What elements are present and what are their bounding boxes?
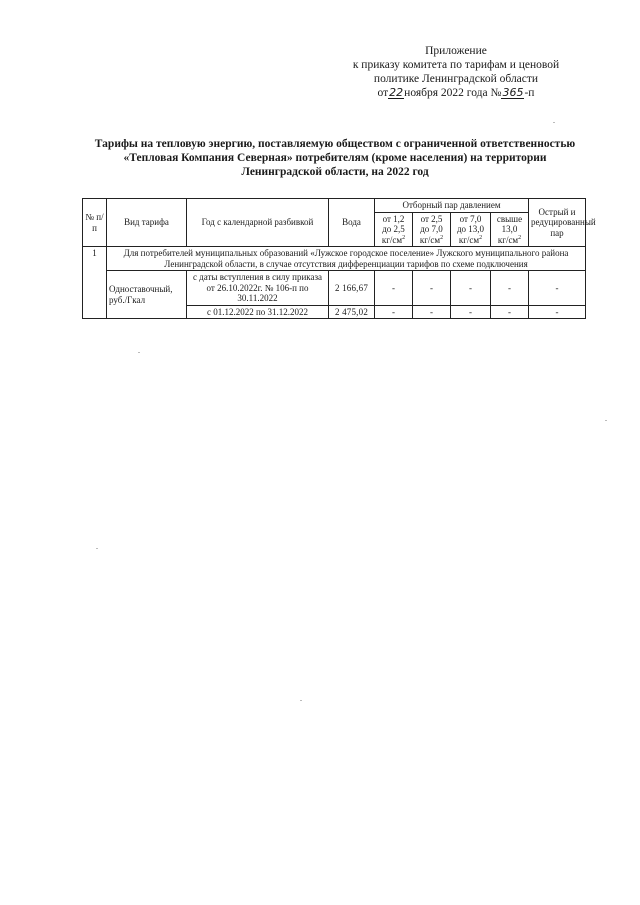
consumer-group-text: Для потребителей муниципальных образований «Лужское городское поселение» Лужского муниципального района Ленинградской области, в случае отсутствия дифференциации тарифов по схеме подключения — [107, 247, 586, 271]
appendix-label: Приложение — [425, 45, 487, 57]
handwritten-day: 22 — [389, 86, 404, 99]
pressure-1-value: - — [375, 305, 413, 319]
header-pressure-1: от 1,2 до 2,5 $кг/см^2$ — [375, 212, 413, 247]
header-pressure-4: свыше 13,0 $кг/см^2$ — [491, 212, 529, 247]
pressure-4-value: - — [491, 271, 529, 306]
acute-steam-value: - — [529, 271, 586, 306]
appendix-order-line: к приказу комитета по тарифам и ценовой — [352, 59, 560, 71]
header-year: Год с календарной разбивкой — [187, 199, 329, 247]
row-num: 1 — [83, 247, 107, 319]
handwritten-order-number: 365 — [502, 86, 524, 99]
table-header-row — [83, 199, 586, 213]
appendix-date-line — [300, 86, 612, 100]
scan-artifact — [300, 700, 302, 701]
period-cell: с 01.12.2022 по 31.12.2022 — [187, 305, 329, 319]
title-line-3: Ленинградской области, на 2022 год — [241, 166, 429, 178]
appendix-header — [300, 44, 612, 100]
header-acute-steam: Острый и редуцированный пар — [529, 199, 586, 247]
scan-artifact — [96, 548, 98, 549]
appendix-committee-line: политике Ленинградской области — [373, 73, 539, 85]
order-suffix: -п — [524, 87, 535, 99]
header-tariff-type: Вид тарифа — [107, 199, 187, 247]
header-pressure-3: от 7,0 до 13,0 $кг/см^2$ — [451, 212, 491, 247]
table-row — [83, 271, 586, 306]
tariff-type-cell: Одноставочный, руб./Гкал — [107, 271, 187, 319]
header-water: Вода — [329, 199, 375, 247]
title-line-2: «Тепловая Компания Северная» потребителям (кроме населения) на территории — [123, 152, 547, 164]
water-value: 2 166,67 — [329, 271, 375, 306]
period-cell: с даты вступления в силу приказа от 26.10.2022г. № 106-п по 30.11.2022 — [187, 271, 329, 306]
pressure-3-value: - — [451, 271, 491, 306]
scan-artifact — [605, 420, 607, 421]
table-row-group — [83, 247, 586, 271]
pressure-4-value: - — [491, 305, 529, 319]
acute-steam-value: - — [529, 305, 586, 319]
pressure-2-value: - — [413, 305, 451, 319]
tariff-table — [82, 198, 596, 319]
pressure-1-value: - — [375, 271, 413, 306]
title-line-1: Тарифы на тепловую энергию, поставляемую обществом с ограниченной ответственностью — [94, 138, 576, 150]
scan-artifact — [138, 352, 140, 353]
pressure-2-value: - — [413, 271, 451, 306]
pressure-3-value: - — [451, 305, 491, 319]
header-pressure-2: от 2,5 до 7,0 $кг/см^2$ — [413, 212, 451, 247]
document-title — [60, 137, 610, 179]
header-num: № п/п — [83, 199, 107, 247]
date-prefix: от — [377, 87, 389, 99]
date-middle: ноября 2022 года № — [404, 87, 502, 99]
scan-artifact — [553, 122, 555, 123]
header-steam-group: Отборный пар давлением — [375, 199, 529, 213]
water-value: 2 475,02 — [329, 305, 375, 319]
